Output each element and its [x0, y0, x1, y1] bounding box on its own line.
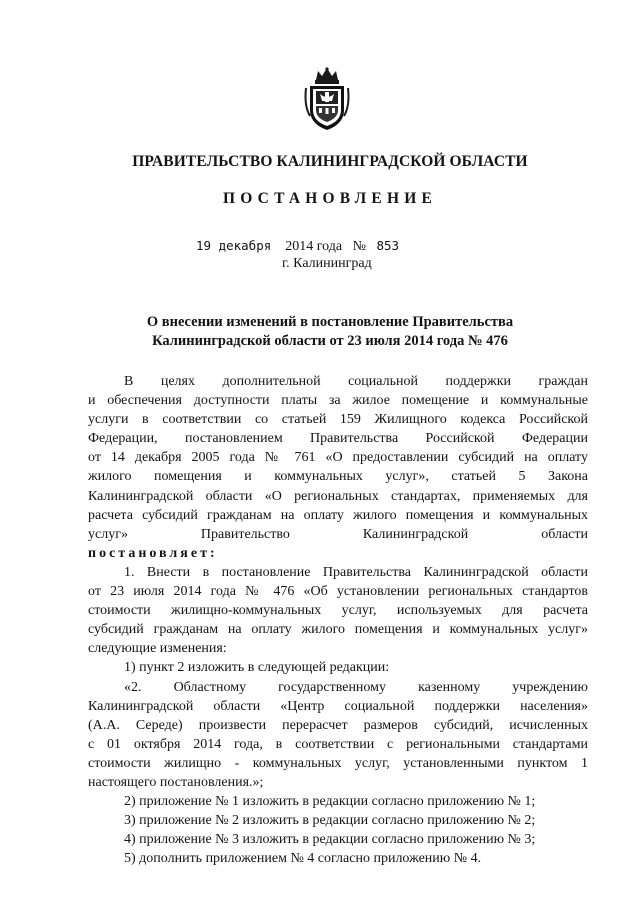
- subitem: 4) приложение № 3 изложить в редакции согласно приложению № 3;: [124, 832, 536, 848]
- text-line: стоимости жилищно - коммунальных услуг, установленными пунктом 1: [88, 755, 588, 771]
- text-line: субсидий гражданам на оплату жилого помещения и коммунальных услуг»: [88, 622, 588, 638]
- text-line: от 14 декабря 2005 года № 761 «О предоставлении субсидий на оплату: [88, 450, 588, 466]
- government-title: ПРАВИТЕЛЬСТВО КАЛИНИНГРАДСКОЙ ОБЛАСТИ: [132, 153, 528, 170]
- text-line: от 23 июля 2014 года № 476 «Об установлении региональных стандартов: [88, 584, 588, 600]
- text-line: Калининградской области «Центр социальной поддержки населения»: [88, 698, 588, 714]
- coat-of-arms-icon: [302, 66, 352, 132]
- text-line: настоящего постановления.»;: [88, 774, 264, 790]
- text-line: расчета субсидий гражданам на оплату жилого помещения и коммунальных: [88, 507, 588, 523]
- resolves-word: постановляет:: [88, 545, 218, 561]
- text-line: 1) пункт 2 изложить в следующей редакции:: [124, 660, 390, 676]
- city: г. Калининград: [282, 256, 372, 271]
- date-day-month: 19 декабря: [196, 238, 272, 253]
- preamble-paragraph: [88, 372, 588, 563]
- subitem: 3) приложение № 2 изложить в редакции согласно приложению № 2;: [124, 813, 536, 829]
- text-line: стоимости жилищно-коммунальных услуг, используемых для расчета: [88, 603, 588, 619]
- document-date-number: [196, 238, 399, 255]
- subject-line: Калининградской области от 23 июля 2014 года № 476: [152, 333, 508, 349]
- subitem-1: [88, 658, 588, 677]
- quoted-clause: [88, 678, 588, 793]
- number-sign: №: [352, 239, 366, 254]
- text-line: услуги в соответствии со статьей 159 Жилищного кодекса Российской: [88, 412, 588, 428]
- text-line: и обеспечения доступности платы за жилое помещение и коммунальные: [88, 393, 588, 409]
- date-year: 2014 года: [285, 239, 343, 254]
- item-1-paragraph: [88, 563, 588, 658]
- subitem: 5) дополнить приложением № 4 согласно приложению № 4.: [124, 851, 482, 867]
- text-line: жилого помещения и коммунальных услуг», статьей 5 Закона: [88, 469, 588, 485]
- text-line: следующие изменения:: [88, 641, 227, 657]
- text-line: «2. Областному государственному казенному учреждению: [124, 679, 588, 695]
- subitems-list: [88, 792, 588, 868]
- document-subject: [0, 313, 640, 351]
- text-line: Калининградской области «О региональных стандартах, применяемых для: [88, 488, 588, 504]
- text-line: 1. Внести в постановление Правительства Калининградской области: [124, 564, 588, 580]
- document-number: 853: [376, 238, 400, 253]
- document-type: ПОСТАНОВЛЕНИЕ: [222, 190, 438, 207]
- subitem: 2) приложение № 1 изложить в редакции согласно приложению № 1;: [124, 794, 536, 810]
- text-line: Федерации, постановлением Правительства Российской Федерации: [88, 431, 588, 447]
- text-line: В целях дополнительной социальной поддержки граждан: [124, 374, 588, 389]
- text-line: услуг» Правительство Калининградской области: [88, 526, 588, 542]
- text-line: (А.А. Середе) произвести перерасчет размеров субсидий, исчисленных: [88, 717, 588, 733]
- document-body: [88, 372, 588, 868]
- text-line: с 01 октября 2014 года, в соответствии с региональными стандартами: [88, 736, 588, 752]
- subject-line: О внесении изменений в постановление Правительства: [146, 314, 514, 330]
